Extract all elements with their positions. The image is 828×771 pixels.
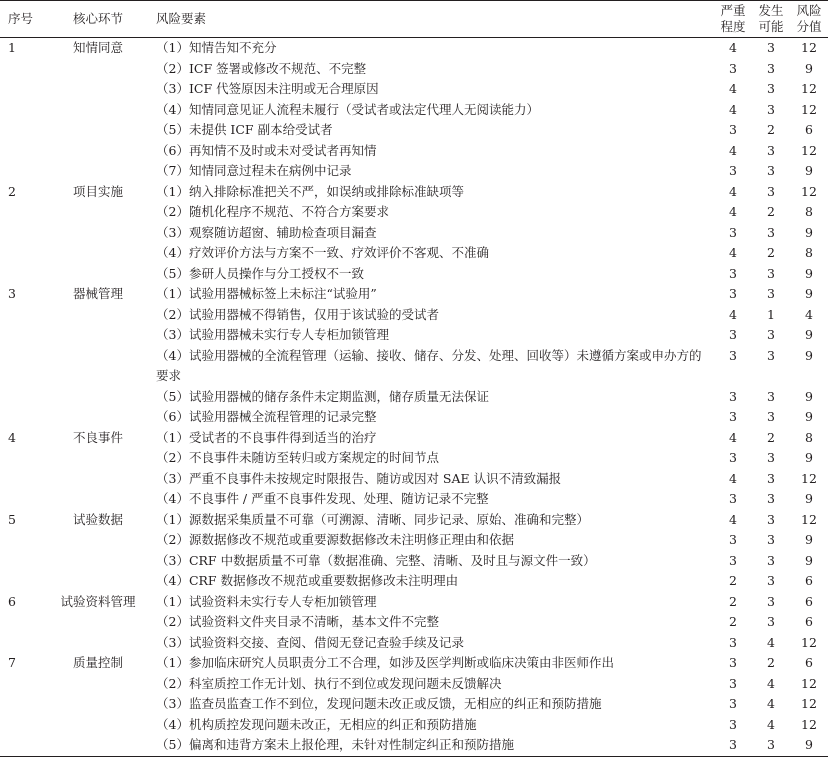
- table-row: [0, 428, 828, 449]
- risk-factor-text: （3）CRF 中数据质量不可靠（数据准确、完整、清晰、及时且与源文件一致）: [156, 552, 596, 568]
- risk-factor-text: （4）机构质控发现问题未改正，无相应的纠正和预防措施: [156, 716, 477, 732]
- severity-value: 4: [729, 183, 737, 199]
- risk-score-value: 6: [805, 614, 813, 629]
- core-stage: [52, 715, 144, 736]
- likelihood-value: 1: [767, 306, 775, 322]
- risk-score-value: 12: [801, 675, 817, 691]
- risk-score-value: 9: [805, 347, 813, 363]
- risk-factor-text: （2）科室质控工作无计划、执行不到位或发现问题未反馈解决: [156, 675, 502, 691]
- severity-value: 3: [729, 327, 737, 342]
- likelihood-value: 3: [752, 735, 790, 756]
- core-stage: [52, 551, 144, 572]
- risk-factor: [144, 284, 714, 305]
- risk-factor-text: （5）试验用器械的储存条件未定期监测，储存质量无法保证: [156, 388, 489, 404]
- likelihood-value: 3: [767, 552, 775, 568]
- likelihood-value: 3: [767, 532, 775, 547]
- table-row: [0, 612, 828, 633]
- risk-score-value: 6: [805, 593, 813, 609]
- likelihood-value: 3: [767, 593, 775, 609]
- severity-value: 3: [729, 532, 737, 547]
- risk-factor-text: （5）参研人员操作与分工授权不一致: [156, 265, 364, 281]
- risk-factor-text: （4）不良事件 / 严重不良事件发现、处理、随访记录不完整: [156, 491, 489, 506]
- risk-score-value: 8: [805, 204, 813, 219]
- risk-factor-text: （3）ICF 代签原因未注明或无合理原因: [156, 81, 379, 96]
- likelihood-value: 3: [767, 470, 775, 486]
- risk-score-value: 9: [805, 532, 813, 547]
- table-row: [0, 161, 828, 182]
- risk-score-value: 9: [805, 491, 813, 506]
- row-number: 5: [8, 511, 16, 527]
- severity-value: 3: [729, 696, 737, 711]
- row-number: [0, 161, 52, 182]
- table-row: [0, 735, 828, 756]
- risk-factor-text: （7）知情同意过程未在病例中记录: [156, 163, 352, 178]
- likelihood-value: 3: [767, 573, 775, 588]
- risk-factor-text: （1）受试者的不良事件得到适当的治疗: [156, 429, 377, 445]
- row-number: [0, 694, 52, 715]
- row-number: [0, 469, 52, 490]
- risk-score-value: 9: [805, 286, 813, 301]
- risk-factor: [144, 510, 714, 531]
- risk-score-value: 9: [790, 735, 828, 756]
- header-likelihood-line1: 发生: [758, 3, 784, 18]
- risk-score-value: 12: [801, 142, 817, 158]
- risk-score-value: 4: [805, 306, 813, 322]
- risk-factor: [144, 120, 714, 141]
- table-row: [0, 715, 828, 736]
- row-number: [0, 407, 52, 428]
- risk-score-value: 12: [801, 511, 817, 527]
- row-number: [0, 715, 52, 736]
- risk-factor-text: （4）试验用器械的全流程管理（运输、接收、储存、分发、处理、回收等）未遵循方案或申办方的要求: [156, 347, 702, 383]
- table-row: [0, 202, 828, 223]
- core-stage: [52, 387, 144, 408]
- risk-factor: [144, 633, 714, 654]
- row-number: [0, 530, 52, 551]
- likelihood-value: 2: [767, 655, 775, 670]
- risk-factor: [144, 387, 714, 408]
- core-stage: [52, 305, 144, 326]
- table-row: [0, 100, 828, 121]
- severity-value: 4: [729, 40, 737, 55]
- header-severity-line1: 严重: [720, 3, 746, 18]
- core-stage: [52, 407, 144, 428]
- row-number: [0, 325, 52, 346]
- table-row: [0, 551, 828, 572]
- table-row: [0, 510, 828, 531]
- risk-score-value: 12: [801, 183, 817, 199]
- risk-score-value: 6: [805, 573, 813, 588]
- likelihood-value: 3: [767, 224, 775, 240]
- table-row: [0, 182, 828, 203]
- header-no: 序号: [0, 1, 52, 38]
- risk-factor: [144, 202, 714, 223]
- risk-factor: [144, 735, 714, 756]
- core-stage: [52, 571, 144, 592]
- risk-factor: [144, 100, 714, 121]
- core-stage: [52, 161, 144, 182]
- likelihood-value: 3: [767, 511, 775, 527]
- severity-value: 2: [729, 573, 737, 588]
- table-row: [0, 674, 828, 695]
- risk-score-value: 8: [805, 245, 813, 260]
- risk-factor-text: （4）疗效评价方法与方案不一致、疗效评价不客观、不准确: [156, 245, 489, 260]
- row-number: [0, 243, 52, 264]
- core-stage: [52, 325, 144, 346]
- likelihood-value: 3: [767, 265, 775, 281]
- severity-value: 3: [729, 347, 737, 363]
- risk-score-value: 6: [805, 655, 813, 670]
- risk-score-value: 9: [805, 450, 813, 465]
- risk-factor-text: （2）ICF 签署或修改不规范、不完整: [156, 60, 367, 76]
- core-stage: 不良事件: [72, 429, 123, 445]
- risk-factor-text: （3）严重不良事件未按规定时限报告、随访或因对 SAE 认识不清致漏报: [156, 470, 562, 486]
- table-row: [0, 387, 828, 408]
- severity-value: 4: [729, 142, 737, 158]
- row-number: [0, 264, 52, 285]
- risk-factor-text: （2）试验用器械不得销售，仅用于该试验的受试者: [156, 306, 439, 322]
- likelihood-value: 3: [767, 101, 775, 117]
- likelihood-value: 3: [767, 409, 775, 424]
- risk-factor: [144, 530, 714, 551]
- core-stage: [52, 346, 144, 387]
- severity-value: 3: [729, 675, 737, 691]
- core-stage: [52, 141, 144, 162]
- table-row: [0, 407, 828, 428]
- row-number: 4: [8, 429, 16, 445]
- row-number: [0, 612, 52, 633]
- risk-factor-text: （1）知情告知不充分: [156, 40, 277, 55]
- table-row: [0, 243, 828, 264]
- severity-value: 3: [714, 735, 752, 756]
- severity-value: 3: [729, 60, 737, 76]
- risk-factor: [144, 653, 714, 674]
- core-stage: [52, 59, 144, 80]
- risk-score-value: 9: [805, 60, 813, 76]
- row-number: 1: [8, 40, 16, 55]
- likelihood-value: 3: [767, 327, 775, 342]
- risk-factor: [144, 448, 714, 469]
- risk-factor: [144, 79, 714, 100]
- header-score: [790, 1, 828, 38]
- table-row: [0, 489, 828, 510]
- likelihood-value: 3: [767, 491, 775, 506]
- row-number: [0, 100, 52, 121]
- risk-factor: [144, 38, 714, 59]
- likelihood-value: 3: [767, 60, 775, 76]
- row-number: [0, 223, 52, 244]
- risk-factor: [144, 694, 714, 715]
- risk-factor: [144, 674, 714, 695]
- core-stage: 试验数据: [72, 511, 123, 527]
- header-severity-line2: 程度: [720, 19, 746, 34]
- risk-factor: [144, 182, 714, 203]
- severity-value: 3: [729, 265, 737, 281]
- severity-value: 3: [729, 409, 737, 424]
- risk-score-value: 9: [805, 409, 813, 424]
- row-number: [0, 674, 52, 695]
- severity-value: 3: [729, 450, 737, 465]
- table-row: [0, 653, 828, 674]
- row-number: [0, 633, 52, 654]
- risk-factor-text: （4）知情同意见证人流程未履行（受试者或法定代理人无阅读能力）: [156, 101, 539, 117]
- table-row: [0, 141, 828, 162]
- severity-value: 3: [729, 122, 737, 137]
- core-stage: [52, 469, 144, 490]
- header-factor: 风险要素: [144, 1, 714, 38]
- risk-score-value: 6: [805, 122, 813, 137]
- core-stage: [52, 264, 144, 285]
- severity-value: 3: [729, 552, 737, 568]
- risk-factor-text: （6）试验用器械全流程管理的记录完整: [156, 409, 377, 424]
- core-stage: 试验资料管理: [60, 593, 136, 609]
- risk-factor-text: （1）试验资料未实行专人专柜加锁管理: [156, 593, 377, 609]
- row-number: [0, 79, 52, 100]
- likelihood-value: 2: [767, 245, 775, 260]
- severity-value: 4: [729, 245, 737, 260]
- likelihood-value: 2: [767, 122, 775, 137]
- likelihood-value: 3: [767, 183, 775, 199]
- table-row: [0, 633, 828, 654]
- likelihood-value: 3: [767, 40, 775, 55]
- row-number: [0, 448, 52, 469]
- severity-value: 4: [729, 101, 737, 117]
- row-number: 7: [8, 655, 16, 670]
- risk-score-value: 9: [805, 224, 813, 240]
- table-row: [0, 284, 828, 305]
- risk-factor-text: （1）纳入排除标准把关不严，如误纳或排除标准缺项等: [156, 183, 464, 199]
- risk-factor: [144, 305, 714, 326]
- risk-factor: [144, 428, 714, 449]
- header-score-line1: 风险: [796, 3, 822, 18]
- risk-factor-text: （3）观察随访超窗、辅助检查项目漏查: [156, 224, 377, 240]
- risk-factor-text: （5）偏离和违背方案未上报伦理，未针对性制定纠正和预防措施: [156, 737, 514, 752]
- row-number: [0, 59, 52, 80]
- row-number: [0, 346, 52, 387]
- risk-score-value: 8: [805, 429, 813, 445]
- risk-factor: [144, 469, 714, 490]
- risk-factor: [144, 264, 714, 285]
- risk-score-value: 12: [801, 101, 817, 117]
- severity-value: 3: [729, 655, 737, 670]
- likelihood-value: 3: [767, 286, 775, 301]
- core-stage: 项目实施: [72, 183, 123, 199]
- severity-value: 3: [729, 163, 737, 178]
- severity-value: 2: [729, 614, 737, 629]
- risk-factor: [144, 592, 714, 613]
- risk-factor-text: （2）源数据修改不规范或重要源数据修改未注明修正理由和依据: [156, 532, 514, 547]
- header-likelihood-line2: 可能: [758, 19, 784, 34]
- risk-factor-text: （1）参加临床研究人员职责分工不合理，如涉及医学判断或临床决策由非医师作出: [156, 655, 614, 670]
- likelihood-value: 3: [767, 388, 775, 404]
- risk-factor-text: （4）CRF 数据修改不规范或重要数据修改未注明理由: [156, 573, 459, 588]
- table-header-row: [0, 1, 828, 38]
- core-stage: [52, 79, 144, 100]
- core-stage: [52, 674, 144, 695]
- core-stage: [52, 633, 144, 654]
- core-stage: [52, 223, 144, 244]
- risk-factor-text: （3）试验资料交接、查阅、借阅无登记查验手续及记录: [156, 634, 464, 650]
- severity-value: 4: [729, 306, 737, 322]
- table-row: [0, 530, 828, 551]
- risk-factor-text: （2）不良事件未随访至转归或方案规定的时间节点: [156, 450, 439, 465]
- table-row: [0, 346, 828, 387]
- severity-value: 2: [729, 593, 737, 609]
- risk-factor: [144, 346, 714, 387]
- risk-factor: [144, 489, 714, 510]
- severity-value: 3: [729, 224, 737, 240]
- table-row: [0, 571, 828, 592]
- row-number: [0, 120, 52, 141]
- core-stage: [52, 694, 144, 715]
- table-row: [0, 592, 828, 613]
- likelihood-value: 3: [767, 81, 775, 96]
- header-stage: 核心环节: [52, 1, 144, 38]
- risk-score-value: 9: [805, 163, 813, 178]
- row-number: [0, 735, 52, 756]
- severity-value: 4: [729, 511, 737, 527]
- table-row: [0, 469, 828, 490]
- severity-value: 3: [729, 286, 737, 301]
- likelihood-value: 3: [767, 450, 775, 465]
- likelihood-value: 2: [767, 429, 775, 445]
- table-row: [0, 305, 828, 326]
- table-row: [0, 264, 828, 285]
- risk-factor: [144, 325, 714, 346]
- risk-factor-text: （2）随机化程序不规范、不符合方案要求: [156, 204, 389, 219]
- likelihood-value: 4: [767, 716, 775, 732]
- risk-factor-text: （3）监查员监查工作不到位，发现问题未改正或反馈，无相应的纠正和预防措施: [156, 696, 602, 711]
- severity-value: 4: [729, 470, 737, 486]
- risk-factor-text: （2）试验资料文件夹目录不清晰，基本文件不完整: [156, 614, 439, 629]
- risk-factor: [144, 141, 714, 162]
- risk-factor: [144, 571, 714, 592]
- severity-value: 3: [729, 388, 737, 404]
- severity-value: 4: [729, 429, 737, 445]
- table-row: [0, 448, 828, 469]
- table-row: [0, 79, 828, 100]
- likelihood-value: 2: [767, 204, 775, 219]
- core-stage: 质量控制: [72, 655, 123, 670]
- likelihood-value: 3: [767, 347, 775, 363]
- table-row: [0, 59, 828, 80]
- row-number: [0, 489, 52, 510]
- risk-score-value: 9: [805, 552, 813, 568]
- row-number: [0, 387, 52, 408]
- risk-score-value: 12: [801, 634, 817, 650]
- core-stage: [52, 612, 144, 633]
- risk-factor: [144, 161, 714, 182]
- core-stage: [52, 448, 144, 469]
- risk-score-value: 12: [801, 716, 817, 732]
- risk-factor-text: （1）试验用器械标签上未标注“试验用”: [156, 286, 377, 301]
- row-number: 2: [8, 183, 16, 199]
- core-stage: [52, 243, 144, 264]
- row-number: 6: [8, 593, 16, 609]
- risk-score-value: 9: [805, 388, 813, 404]
- table-body: [0, 38, 828, 757]
- row-number: [0, 551, 52, 572]
- risk-factor-text: （6）再知情不及时或未对受试者再知情: [156, 142, 377, 158]
- core-stage: 器械管理: [72, 286, 123, 301]
- risk-factor: [144, 59, 714, 80]
- row-number: [0, 571, 52, 592]
- severity-value: 3: [729, 716, 737, 732]
- row-number: [0, 305, 52, 326]
- core-stage: [52, 735, 144, 756]
- severity-value: 4: [729, 204, 737, 219]
- likelihood-value: 4: [767, 634, 775, 650]
- table-row: [0, 694, 828, 715]
- risk-score-value: 9: [805, 265, 813, 281]
- core-stage: [52, 100, 144, 121]
- row-number: [0, 202, 52, 223]
- severity-value: 3: [729, 634, 737, 650]
- risk-score-value: 12: [801, 470, 817, 486]
- likelihood-value: 3: [767, 614, 775, 629]
- row-number: 3: [8, 286, 16, 301]
- risk-factor: [144, 551, 714, 572]
- risk-score-value: 12: [801, 696, 817, 711]
- risk-factor-text: （5）未提供 ICF 副本给受试者: [156, 122, 333, 137]
- row-number: [0, 141, 52, 162]
- core-stage: [52, 120, 144, 141]
- likelihood-value: 3: [767, 163, 775, 178]
- risk-score-value: 12: [801, 40, 817, 55]
- severity-value: 3: [729, 491, 737, 506]
- table-row: [0, 120, 828, 141]
- table-row: [0, 223, 828, 244]
- likelihood-value: 4: [767, 696, 775, 711]
- risk-factor: [144, 612, 714, 633]
- header-likelihood: [752, 1, 790, 38]
- risk-factor: [144, 223, 714, 244]
- risk-score-value: 9: [805, 327, 813, 342]
- core-stage: [52, 530, 144, 551]
- risk-score-value: 12: [801, 81, 817, 96]
- risk-factor-text: （3）试验用器械未实行专人专柜加锁管理: [156, 327, 389, 342]
- risk-factor: [144, 243, 714, 264]
- header-severity: [714, 1, 752, 38]
- core-stage: [52, 202, 144, 223]
- risk-factor: [144, 715, 714, 736]
- likelihood-value: 3: [767, 142, 775, 158]
- table-row: [0, 38, 828, 59]
- risk-factor-text: （1）源数据采集质量不可靠（可溯源、清晰、同步记录、原始、准确和完整）: [156, 511, 589, 527]
- risk-factor: [144, 407, 714, 428]
- likelihood-value: 4: [767, 675, 775, 691]
- core-stage: [52, 489, 144, 510]
- header-score-line2: 分值: [796, 19, 822, 34]
- severity-value: 4: [729, 81, 737, 96]
- core-stage: 知情同意: [72, 40, 123, 55]
- table-row: [0, 325, 828, 346]
